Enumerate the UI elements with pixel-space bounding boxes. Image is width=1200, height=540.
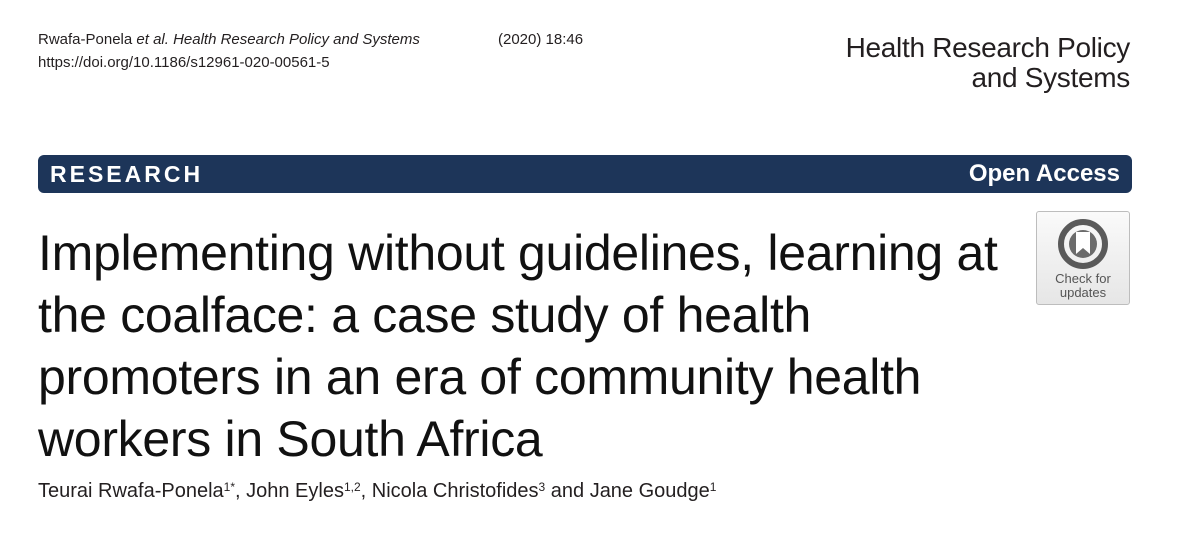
- journal-logo-line1: Health Research Policy: [845, 32, 1130, 63]
- badge-line2: updates: [1059, 285, 1107, 300]
- article-title: Implementing without guidelines, learning at the coalface: a case study of health promoters in an era of community health workers in South Africa: [38, 225, 998, 467]
- citation-line: [38, 28, 584, 51]
- author-separator: and: [545, 480, 590, 502]
- author-affiliation: 1*: [223, 480, 235, 494]
- author-name[interactable]: Teurai Rwafa-Ponela: [38, 480, 224, 502]
- journal-logo: [846, 33, 1130, 93]
- badge-line1: Check for: [1055, 271, 1111, 286]
- citation-block: [38, 28, 584, 74]
- crossmark-icon: [1057, 218, 1109, 270]
- open-access-label: Open Access: [968, 160, 1120, 187]
- article-type: RESEARCH: [50, 160, 204, 187]
- citation-journal: et al. Health Research Policy and Systems: [136, 31, 420, 48]
- author-affiliation: 1,2: [343, 480, 361, 494]
- author-affiliation: 3: [538, 480, 546, 494]
- author-separator: ,: [360, 480, 372, 502]
- author-name[interactable]: Jane Goudge: [589, 480, 710, 502]
- check-for-updates-button[interactable]: [1036, 211, 1130, 305]
- author-separator: ,: [235, 480, 247, 502]
- doi-link[interactable]: https://doi.org/10.1186/s12961-020-00561-5: [38, 54, 330, 71]
- author-name[interactable]: John Eyles: [246, 480, 344, 502]
- author-list: [38, 478, 716, 504]
- badge-label: [1037, 272, 1129, 300]
- citation-year-volume: (2020) 18:46: [498, 31, 584, 48]
- citation-authors: Rwafa-Ponela: [38, 31, 137, 48]
- journal-logo-line2: and Systems: [971, 62, 1130, 93]
- author-name[interactable]: Nicola Christofides: [371, 480, 539, 502]
- article-type-banner: [38, 155, 1132, 193]
- author-affiliation: 1: [709, 480, 717, 494]
